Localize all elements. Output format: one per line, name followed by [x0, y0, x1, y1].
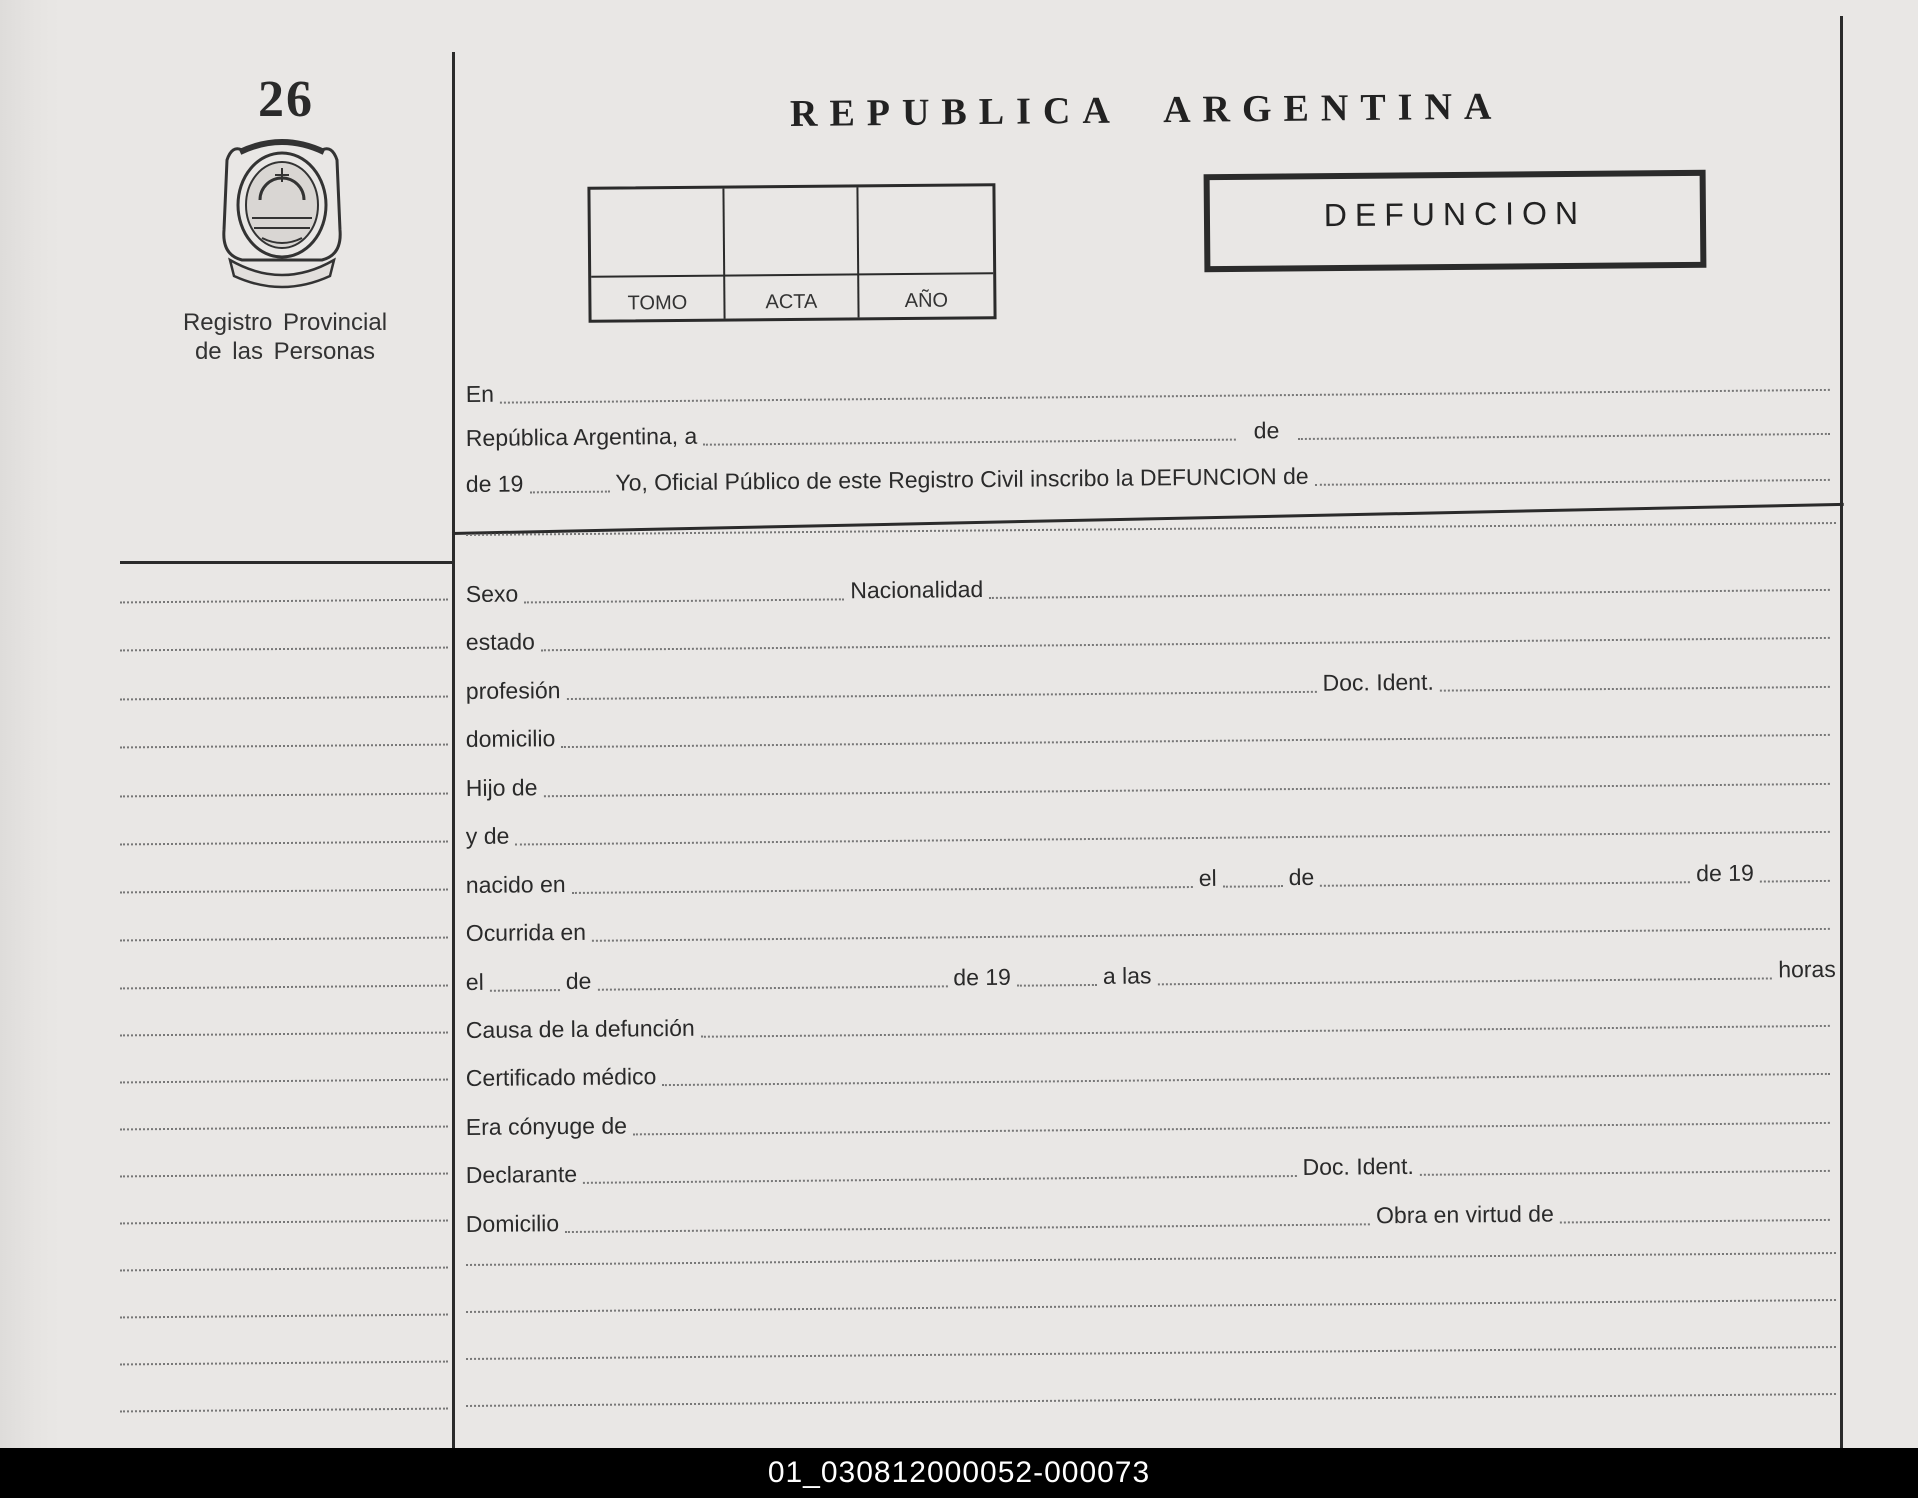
label-estado: estado	[465, 628, 536, 656]
field-certificado[interactable]	[662, 1073, 1829, 1086]
label-domicilio-declarante: Domicilio	[465, 1210, 560, 1238]
margin-line[interactable]	[120, 937, 448, 942]
margin-line[interactable]	[120, 1220, 448, 1225]
label-a-las: a las	[1102, 962, 1152, 989]
label-nacionalidad: Nacionalidad	[850, 576, 984, 604]
field-en[interactable]	[500, 389, 1830, 404]
main-section-divider	[452, 503, 1844, 535]
field-blank-line[interactable]	[466, 1393, 1836, 1407]
margin-line[interactable]	[120, 647, 448, 652]
line-declarante[interactable]	[466, 1148, 1836, 1191]
line-domicilio-declarante[interactable]	[466, 1197, 1836, 1240]
label-de: de	[1288, 863, 1315, 891]
label-de: de	[1253, 417, 1280, 444]
line-inscripcion[interactable]	[466, 457, 1836, 500]
label-en: En	[465, 380, 495, 408]
label-nacido-en: nacido en	[465, 871, 566, 899]
document-type: DEFUNCION	[1323, 194, 1587, 233]
field-dia-defuncion[interactable]	[490, 989, 560, 992]
country-title: REPUBLICA ARGENTINA	[789, 85, 1504, 135]
line-domicilio[interactable]	[466, 712, 1836, 755]
field-fecha-dia[interactable]	[703, 439, 1235, 446]
left-section-divider	[120, 561, 454, 564]
field-anio[interactable]	[529, 491, 609, 494]
margin-line[interactable]	[120, 985, 448, 990]
label-causa: Causa de la defunción	[465, 1014, 695, 1044]
registry-line-2: de las Personas	[194, 338, 376, 365]
label-el: el	[1198, 864, 1217, 891]
registry-line-1: Registro Provincial	[182, 309, 388, 336]
line-causa[interactable]	[466, 1003, 1836, 1046]
margin-line[interactable]	[120, 1314, 448, 1319]
label-ocurrida-en: Ocurrida en	[465, 918, 587, 947]
field-mes-defuncion[interactable]	[597, 985, 947, 990]
field-causa[interactable]	[701, 1025, 1830, 1038]
field-lugar-defuncion[interactable]	[592, 928, 1830, 942]
label-de: de	[565, 967, 592, 995]
label-certificado: Certificado médico	[465, 1063, 657, 1092]
label-de19: de 19	[953, 963, 1012, 991]
label-conyuge: Era cónyuge de	[465, 1112, 628, 1141]
label-yo: Yo, Oficial Público de este Registro Civil inscribo la DEFUNCION de	[615, 462, 1309, 496]
field-conyuge[interactable]	[633, 1122, 1830, 1135]
line-profesion[interactable]	[466, 664, 1836, 707]
margin-line[interactable]	[120, 1032, 448, 1037]
image-label: 01_030812000052-000073	[767, 1456, 1151, 1489]
ano-cell[interactable]	[858, 186, 993, 317]
acta-cell[interactable]	[724, 187, 859, 318]
line-republica[interactable]	[466, 411, 1836, 454]
left-column-divider	[452, 52, 455, 1448]
label-doc-ident: Doc. Ident.	[1322, 668, 1434, 696]
margin-line[interactable]	[120, 1126, 448, 1131]
tomo-label: TOMO	[627, 291, 688, 315]
line-estado[interactable]	[466, 615, 1836, 658]
field-fecha-mes[interactable]	[1297, 433, 1829, 440]
field-dia-nacimiento[interactable]	[1223, 885, 1283, 888]
document-type-box	[1204, 170, 1707, 272]
field-obra[interactable]	[1560, 1219, 1830, 1224]
label-obra: Obra en virtud de	[1375, 1200, 1554, 1229]
margin-line[interactable]	[120, 696, 448, 701]
field-padre[interactable]	[544, 783, 1830, 797]
label-sexo: Sexo	[465, 580, 519, 608]
label-hijo-de: Hijo de	[465, 774, 538, 802]
tomo-cell[interactable]	[590, 189, 725, 320]
margin-line[interactable]	[120, 1361, 448, 1366]
field-estado[interactable]	[541, 637, 1830, 651]
image-label-bar	[0, 1448, 1918, 1498]
field-nacionalidad[interactable]	[989, 589, 1830, 599]
label-profesion: profesión	[465, 677, 561, 705]
field-doc-ident-declarante[interactable]	[1420, 1170, 1830, 1176]
field-anio-defuncion[interactable]	[1017, 984, 1097, 987]
label-y-de: y de	[465, 822, 510, 850]
field-madre[interactable]	[515, 831, 1829, 846]
label-de19: de 19	[465, 470, 524, 498]
line-en[interactable]	[466, 367, 1836, 410]
line-nacido-en[interactable]	[466, 858, 1836, 901]
line-sexo[interactable]	[466, 567, 1836, 610]
field-blank-line[interactable]	[466, 1346, 1836, 1360]
sheet-edge-shadow	[0, 0, 60, 1448]
margin-line[interactable]	[120, 1173, 448, 1178]
line-certificado[interactable]	[466, 1051, 1836, 1094]
margin-line[interactable]	[120, 744, 448, 749]
line-hijo-de[interactable]	[466, 761, 1836, 804]
margin-line[interactable]	[120, 1079, 448, 1084]
label-de19: de 19	[1696, 859, 1754, 887]
margin-line[interactable]	[120, 1408, 448, 1413]
label-horas: horas	[1778, 955, 1836, 983]
line-y-de[interactable]	[466, 809, 1836, 852]
field-blank-line[interactable]	[466, 1252, 1836, 1266]
line-conyuge[interactable]	[466, 1100, 1836, 1143]
field-domicilio-declarante[interactable]	[565, 1223, 1370, 1233]
field-profesion[interactable]	[567, 691, 1317, 700]
label-doc-ident: Doc. Ident.	[1302, 1152, 1414, 1180]
tomo-acta-ano-box[interactable]	[587, 183, 996, 323]
field-doc-ident[interactable]	[1440, 686, 1830, 692]
right-border	[1840, 16, 1843, 1448]
field-blank-line[interactable]	[466, 1299, 1836, 1313]
field-domicilio[interactable]	[561, 734, 1829, 748]
acta-label: ACTA	[765, 290, 818, 314]
line-fecha-defuncion[interactable]	[466, 955, 1836, 998]
field-lugar-nacimiento[interactable]	[572, 886, 1193, 894]
field-sexo[interactable]	[524, 598, 844, 603]
label-declarante: Declarante	[465, 1160, 578, 1189]
field-nombre-fallecido[interactable]	[1315, 479, 1830, 486]
field-declarante[interactable]	[583, 1175, 1297, 1184]
margin-line[interactable]	[120, 1267, 448, 1272]
margin-line[interactable]	[120, 599, 448, 604]
ano-label: AÑO	[904, 289, 949, 313]
page-number: 26	[258, 71, 314, 128]
margin-line[interactable]	[120, 889, 448, 894]
label-republica: República Argentina, a	[465, 422, 698, 452]
label-domicilio: domicilio	[465, 725, 556, 753]
registry-name	[160, 308, 410, 366]
margin-line[interactable]	[120, 841, 448, 846]
provincia-misiones-crest-icon	[212, 130, 352, 290]
margin-line[interactable]	[120, 793, 448, 798]
line-ocurrida-en[interactable]	[466, 906, 1836, 949]
field-mes-nacimiento[interactable]	[1320, 881, 1690, 887]
field-anio-nacimiento[interactable]	[1760, 880, 1830, 883]
field-hora-defuncion[interactable]	[1158, 977, 1773, 985]
label-el: el	[465, 968, 484, 996]
